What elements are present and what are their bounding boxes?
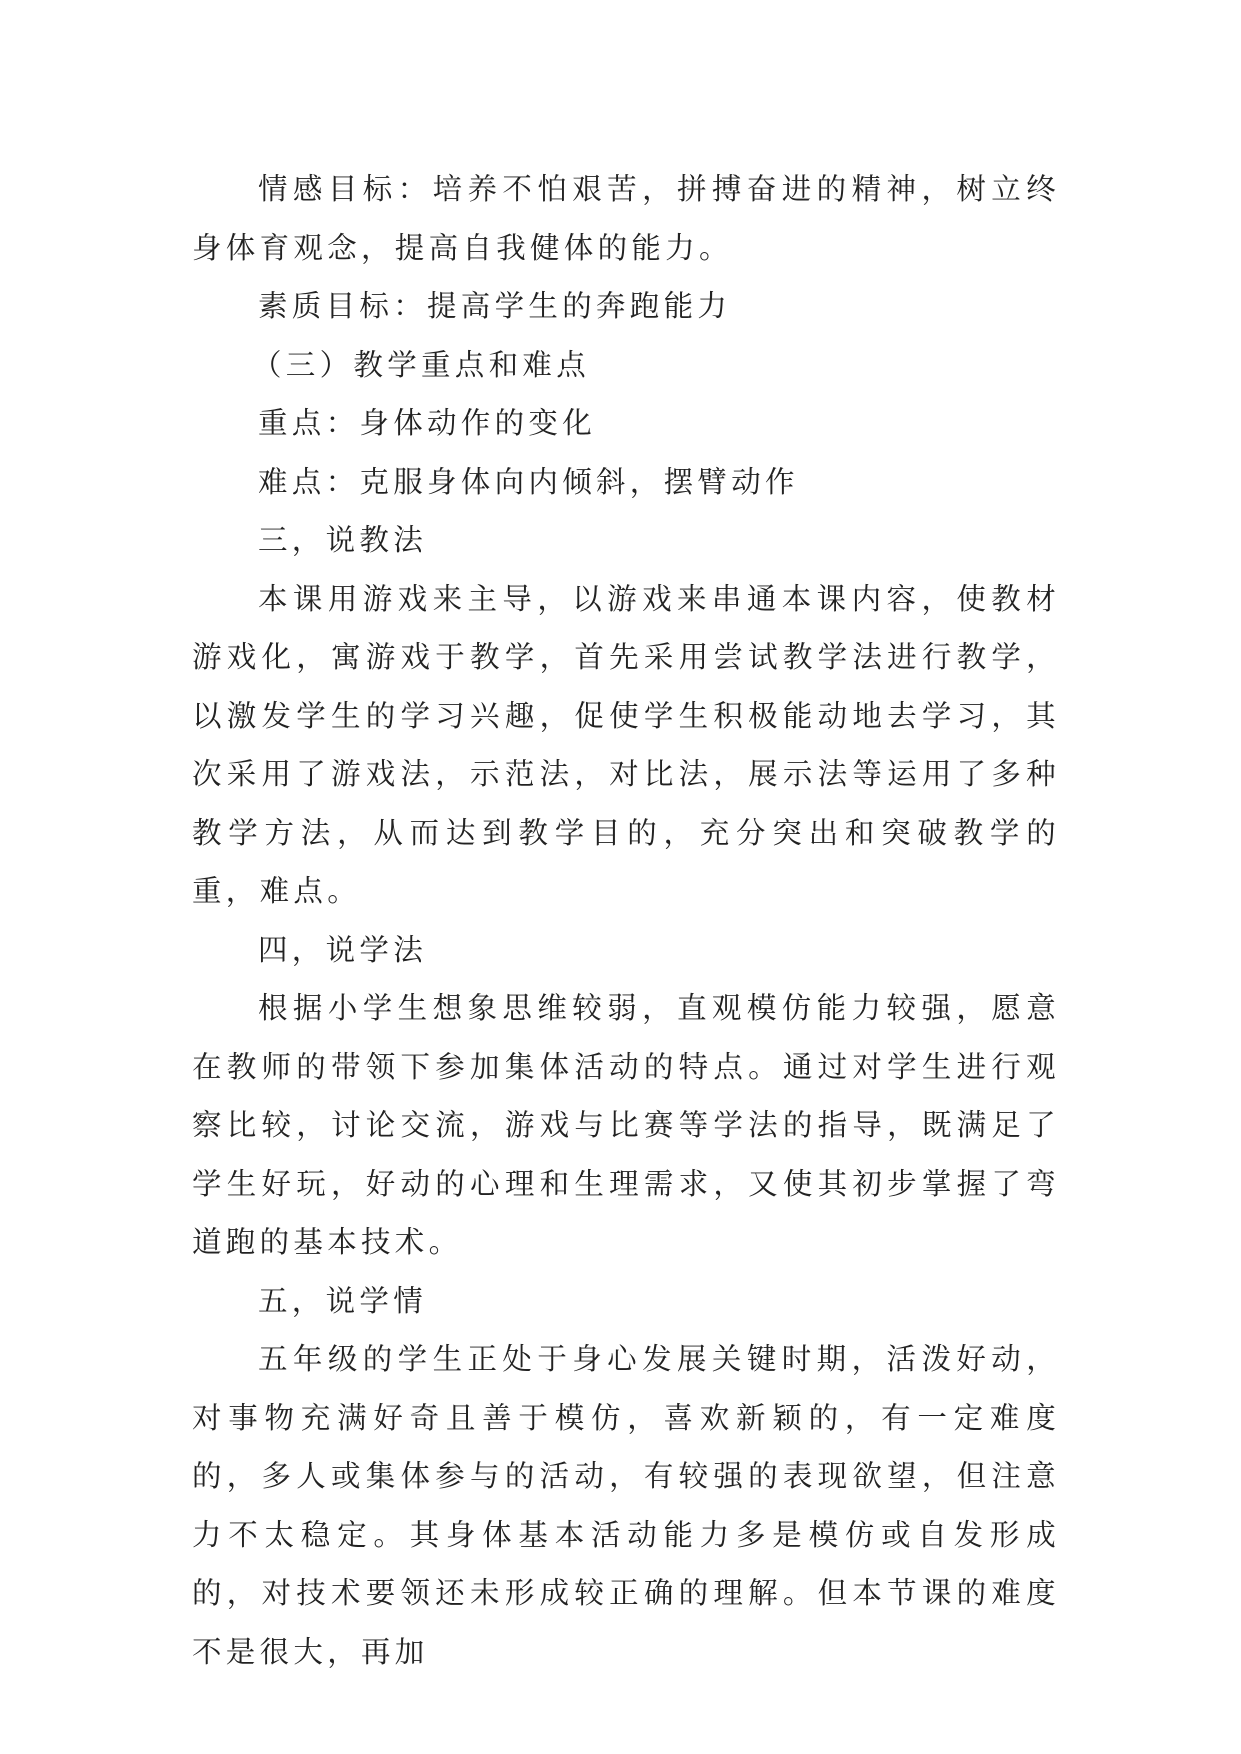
section-heading-student-analysis: 五，说学情	[258, 1283, 428, 1318]
section-heading-teaching-method: 三，说教法	[258, 523, 428, 557]
paragraph-key-point: 重点：身体动作的变化	[258, 406, 597, 440]
document-body	[192, 160, 1060, 1681]
section-heading-key-points: （三）教学重点和难点	[252, 347, 591, 382]
paragraph-teaching-method: 本课用游戏来主导，以游戏来串通本课内容，使教材游戏化，寓游戏于教学，首先采用尝试教学法进行教学，以激发学生的学习兴趣，促使学生积极能动地去学习，其次采用了游戏法，示范法，对比法，展示法等运用了多种教学方法，从而达到教学目的，充分突出和突破教学的重，难点。	[192, 581, 1060, 908]
paragraph-quality-goal: 素质目标：提高学生的奔跑能力	[258, 289, 732, 323]
paragraph-affective-goal: 情感目标：培养不怕艰苦，拼搏奋进的精神，树立终身体育观念，提高自我健体的能力。	[192, 172, 1060, 265]
paragraph-learning-method: 根据小学生想象思维较弱，直观模仿能力较强，愿意在教师的带领下参加集体活动的特点。通过对学生进行观察比较，讨论交流，游戏与比赛等学法的指导，既满足了学生好玩，好动的心理和生理需求，又使其初步掌握了弯道跑的基本技术。	[192, 991, 1060, 1259]
paragraph-difficulty: 难点：克服身体向内倾斜，摆臂动作	[258, 464, 799, 499]
section-heading-learning-method: 四，说学法	[258, 932, 428, 967]
paragraph-student-analysis: 五年级的学生正处于身心发展关键时期，活泼好动，对事物充满好奇且善于模仿，喜欢新颖的，有一定难度的，多人或集体参与的活动，有较强的表现欲望，但注意力不太稳定。其身体基本活动能力多是模仿或自发形成的，对技术要领还未形成较正确的理解。但本节课的难度不是很大，再加	[192, 1342, 1060, 1669]
